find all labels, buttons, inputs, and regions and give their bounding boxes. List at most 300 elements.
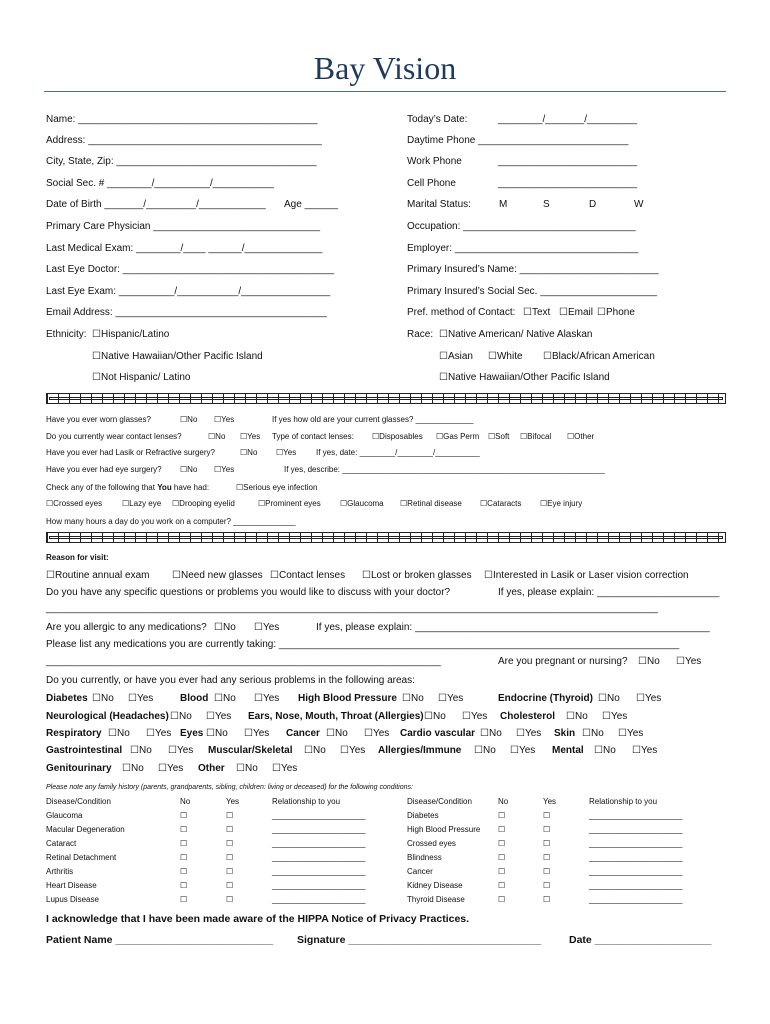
area-neuro-yes[interactable]: ☐Yes: [206, 711, 232, 722]
fh-right-no-checkbox[interactable]: ☐: [498, 895, 506, 904]
area-blood-yes[interactable]: ☐Yes: [254, 693, 280, 704]
fh-right-no-checkbox[interactable]: ☐: [498, 867, 506, 876]
allergic-no-label: No: [222, 622, 236, 633]
area-gastro-yes[interactable]: ☐Yes: [168, 745, 194, 756]
fh-right-no-checkbox[interactable]: ☐: [498, 853, 506, 862]
fh-header-no-right: No: [498, 797, 509, 806]
area-genito-yes[interactable]: ☐Yes: [158, 763, 184, 774]
reason-lasik[interactable]: ☐Interested in Lasik or Laser vision correction: [484, 570, 689, 581]
reason-lost-glasses-label: Lost or broken glasses: [370, 570, 472, 581]
area-cholesterol-no[interactable]: ☐No: [566, 711, 588, 722]
area-cancer: Cancer: [286, 728, 320, 739]
email-address-field[interactable]: Email Address: ______________________________________: [46, 307, 327, 318]
fh-left-yes-checkbox[interactable]: ☐: [226, 867, 234, 876]
area-muscular: Muscular/Skeletal: [208, 745, 293, 756]
area-eyes-no-label: No: [214, 728, 228, 739]
area-skin: Skin: [554, 728, 576, 739]
check-prefix: Check any of the following that: [46, 483, 158, 492]
fh-row: [0, 826, 770, 838]
area-neuro-no-label: No: [178, 711, 192, 722]
fh-right-condition: Kidney Disease: [407, 881, 463, 890]
area-skin-no-label: No: [590, 728, 604, 739]
area-cardio-yes[interactable]: ☐Yes: [516, 728, 542, 739]
fh-right-relationship[interactable]: _____________________: [589, 867, 683, 876]
condition-drooping-eyelid-label: Drooping eyelid: [179, 499, 235, 508]
area-allergies-yes-label: Yes: [518, 745, 536, 756]
eye-surgery-yes-label: Yes: [221, 465, 235, 474]
area-genitourinary: Genitourinary: [46, 763, 112, 774]
pregnant-no-label: No: [646, 656, 660, 667]
contact-type-bifocal-label: Bifocal: [527, 432, 552, 441]
area-cancer-yes-label: Yes: [372, 728, 390, 739]
fh-left-condition: Lupus Disease: [46, 895, 99, 904]
fh-left-no-checkbox[interactable]: ☐: [180, 895, 188, 904]
race-black[interactable]: ☐Black/African American: [543, 351, 655, 362]
city-state-zip-field[interactable]: City, State, Zip: ____________________________________: [46, 156, 317, 167]
allergic-no[interactable]: ☐No: [214, 622, 236, 633]
marital-d[interactable]: D: [589, 199, 597, 210]
fh-right-yes-checkbox[interactable]: ☐: [543, 895, 551, 904]
questions-explain-field[interactable]: If yes, please explain: ______________________: [498, 587, 720, 598]
contact-type-gas-perm[interactable]: ☐Gas Perm: [436, 432, 480, 441]
area-neurological: Neurological (Headaches): [46, 711, 169, 722]
eye-surgery-yes[interactable]: ☐Yes: [214, 465, 235, 474]
area-gastrointestinal: Gastrointestinal: [46, 745, 123, 756]
race-native-american-label: Native American/ Native Alaskan: [447, 329, 593, 340]
check-suffix: have had:: [171, 483, 210, 492]
area-mental: Mental: [552, 745, 584, 756]
fh-right-condition: Blindness: [407, 853, 442, 862]
area-mental-yes-label: Yes: [640, 745, 658, 756]
area-cholesterol-yes-label: Yes: [610, 711, 628, 722]
area-endocrine: Endocrine (Thyroid): [498, 693, 593, 704]
race-label: Race:: [407, 329, 434, 340]
reason-new-glasses-label: Need new glasses: [180, 570, 263, 581]
ethnicity-hispanic-label: Hispanic/Latino: [100, 329, 170, 340]
area-muscular-no-label: No: [312, 745, 326, 756]
fh-left-no-checkbox[interactable]: ☐: [180, 867, 188, 876]
worn-glasses-question: Have you ever worn glasses?: [46, 415, 151, 424]
area-blood-no[interactable]: ☐No: [214, 693, 236, 704]
area-muscular-yes[interactable]: ☐Yes: [340, 745, 366, 756]
fh-header-relationship-left: Relationship to you: [272, 797, 341, 806]
condition-lazy-eye-label: Lazy eye: [129, 499, 162, 508]
lasik-date-field[interactable]: If yes, date: ________/________/__________: [316, 448, 480, 457]
contact-type-disposables-label: Disposables: [379, 432, 423, 441]
race-black-label: Black/African American: [551, 351, 655, 362]
fh-left-relationship[interactable]: _____________________: [272, 853, 366, 862]
area-genito-no-label: No: [130, 763, 144, 774]
area-diabetes-no[interactable]: ☐No: [92, 693, 114, 704]
area-hbp-yes-label: Yes: [446, 693, 464, 704]
area-gastro-no-label: No: [138, 745, 152, 756]
fh-left-condition: Glaucoma: [46, 811, 83, 820]
primary-insured-ss-field[interactable]: Primary Insured’s Social Sec. _____________________: [407, 286, 657, 297]
area-other: Other: [198, 763, 225, 774]
signature-field[interactable]: Signature _________________________________: [297, 934, 542, 946]
employer-field[interactable]: Employer: _________________________________: [407, 243, 639, 254]
todays-date-field[interactable]: ________/_______/_________: [498, 114, 638, 125]
last-eye-doctor-field[interactable]: Last Eye Doctor: ______________________________________: [46, 264, 335, 275]
area-eyes-yes[interactable]: ☐Yes: [244, 728, 270, 739]
area-cholesterol-yes[interactable]: ☐Yes: [602, 711, 628, 722]
eye-surgery-question: Have you ever had eye surgery?: [46, 465, 162, 474]
condition-prominent-eyes-label: Prominent eyes: [265, 499, 321, 508]
area-diabetes-yes[interactable]: ☐Yes: [128, 693, 154, 704]
area-genito-yes-label: Yes: [166, 763, 184, 774]
reason-lasik-label: Interested in Lasik or Laser vision correction: [492, 570, 689, 581]
fh-left-relationship[interactable]: _____________________: [272, 895, 366, 904]
area-cholesterol-no-label: No: [574, 711, 588, 722]
fh-left-no-checkbox[interactable]: ☐: [180, 811, 188, 820]
decorative-border-2: [46, 532, 726, 543]
condition-glaucoma[interactable]: ☐Glaucoma: [340, 499, 384, 508]
social-security-field[interactable]: Social Sec. # ________/__________/___________: [46, 178, 274, 189]
fh-left-relationship[interactable]: _____________________: [272, 839, 366, 848]
area-allergies-no-label: No: [482, 745, 496, 756]
patient-name-field[interactable]: Patient Name ___________________________: [46, 934, 274, 946]
fh-left-relationship[interactable]: _____________________: [272, 825, 366, 834]
area-ent-yes-label: Yes: [470, 711, 488, 722]
marital-w[interactable]: W: [634, 199, 644, 210]
fh-row: [0, 840, 770, 852]
fh-left-condition: Arthritis: [46, 867, 74, 876]
area-gastro-no[interactable]: ☐No: [130, 745, 152, 756]
area-endocrine-no[interactable]: ☐No: [598, 693, 620, 704]
pref-contact-label: Pref. method of Contact:: [407, 307, 516, 318]
area-muscular-yes-label: Yes: [348, 745, 366, 756]
contacts-question: Do you currently wear contact lenses?: [46, 432, 182, 441]
marital-status-label: Marital Status:: [407, 199, 471, 210]
ethnicity-hispanic[interactable]: ☐Hispanic/Latino: [92, 329, 170, 340]
area-eyes-no[interactable]: ☐No: [206, 728, 228, 739]
marital-s[interactable]: S: [543, 199, 550, 210]
fh-header-yes-left: Yes: [226, 797, 240, 806]
area-hbp-no-label: No: [410, 693, 424, 704]
race-asian-label: Asian: [447, 351, 473, 362]
condition-lazy-eye[interactable]: ☐Lazy eye: [122, 499, 162, 508]
decorative-border-1: [46, 393, 726, 404]
check-you: You: [157, 483, 172, 492]
contact-type-soft-label: Soft: [495, 432, 510, 441]
date-of-birth-field[interactable]: Date of Birth _______/_________/____________: [46, 199, 266, 210]
date-field[interactable]: Date ____________________: [569, 934, 712, 946]
area-endocrine-yes-label: Yes: [644, 693, 662, 704]
area-high-blood-pressure: High Blood Pressure: [298, 693, 397, 704]
fh-left-yes-checkbox[interactable]: ☐: [226, 825, 234, 834]
fh-header-disease-right: Disease/Condition: [407, 797, 472, 806]
area-respiratory-no-label: No: [116, 728, 130, 739]
area-muscular-no[interactable]: ☐No: [304, 745, 326, 756]
area-eyes: Eyes: [180, 728, 204, 739]
contact-type-label: Type of contact lenses:: [272, 432, 354, 441]
race-white[interactable]: ☐White: [488, 351, 523, 362]
contact-type-soft[interactable]: ☐Soft: [488, 432, 510, 441]
ethnicity-native-hawaiian[interactable]: ☐Native Hawaiian/Other Pacific Island: [92, 351, 263, 362]
cell-phone-field[interactable]: _________________________: [498, 178, 638, 189]
worn-glasses-no-label: No: [187, 415, 198, 424]
reason-for-visit-label: Reason for visit:: [46, 553, 109, 562]
medications-field[interactable]: Please list any medications you are currently taking: ________________________________________________________________________: [46, 639, 680, 650]
area-cardio: Cardio vascular: [400, 728, 476, 739]
race-white-label: White: [496, 351, 523, 362]
fh-left-condition: Heart Disease: [46, 881, 97, 890]
work-phone-label: Work Phone: [407, 156, 462, 167]
fh-left-yes-checkbox[interactable]: ☐: [226, 853, 234, 862]
area-respiratory-yes-label: Yes: [154, 728, 172, 739]
fh-right-no-checkbox[interactable]: ☐: [498, 839, 506, 848]
condition-prominent-eyes[interactable]: ☐Prominent eyes: [258, 499, 321, 508]
area-allergies-no[interactable]: ☐No: [474, 745, 496, 756]
last-eye-exam-field[interactable]: Last Eye Exam: __________/___________/________________: [46, 286, 331, 297]
page-title: Bay Vision: [313, 50, 457, 86]
age-field[interactable]: Age ______: [284, 199, 338, 210]
fh-right-relationship[interactable]: _____________________: [589, 853, 683, 862]
pref-contact-phone[interactable]: ☐Phone: [597, 307, 635, 318]
race-asian[interactable]: ☐Asian: [439, 351, 473, 362]
area-other-no[interactable]: ☐No: [236, 763, 258, 774]
area-gastro-yes-label: Yes: [176, 745, 194, 756]
worn-glasses-yes-label: Yes: [221, 415, 235, 424]
fh-right-condition: Crossed eyes: [407, 839, 456, 848]
race-native-american[interactable]: ☐Native American/ Native Alaskan: [439, 329, 593, 340]
area-eyes-yes-label: Yes: [252, 728, 270, 739]
fh-right-condition: Thyroid Disease: [407, 895, 465, 904]
condition-cataracts[interactable]: ☐Cataracts: [480, 499, 522, 508]
lasik-yes-label: Yes: [283, 448, 297, 457]
fh-left-condition: Cataract: [46, 839, 77, 848]
address-field[interactable]: Address: __________________________________________: [46, 135, 322, 146]
reason-routine-exam[interactable]: ☐Routine annual exam: [46, 570, 150, 581]
fh-row: [0, 896, 770, 908]
area-respiratory: Respiratory: [46, 728, 102, 739]
fh-row: [0, 882, 770, 894]
condition-crossed-eyes[interactable]: ☐Crossed eyes: [46, 499, 103, 508]
last-medical-exam-field[interactable]: Last Medical Exam: ________/____ ______/______________: [46, 243, 323, 254]
contacts-no-label: No: [215, 432, 226, 441]
area-cardio-yes-label: Yes: [524, 728, 542, 739]
work-phone-field[interactable]: _________________________: [498, 156, 638, 167]
lasik-yes[interactable]: ☐Yes: [276, 448, 297, 457]
area-ent-no-label: No: [432, 711, 446, 722]
fh-row: [0, 812, 770, 824]
race-native-hawaiian[interactable]: ☐Native Hawaiian/Other Pacific Island: [439, 372, 610, 383]
pregnant-yes[interactable]: ☐Yes: [676, 656, 702, 667]
fh-left-relationship[interactable]: _____________________: [272, 867, 366, 876]
lasik-question: Have you ever had Lasik or Refractive surgery?: [46, 448, 215, 457]
area-skin-yes-label: Yes: [626, 728, 644, 739]
fh-header-no-left: No: [180, 797, 191, 806]
pregnant-no[interactable]: ☐No: [638, 656, 660, 667]
primary-insured-name-field[interactable]: Primary Insured’s Name: _________________________: [407, 264, 659, 275]
area-skin-yes[interactable]: ☐Yes: [618, 728, 644, 739]
family-history-note: Please note any family history (parents, grandparents, sibling, children: living or deceased) for the following conditions:: [46, 784, 413, 791]
fh-right-yes-checkbox[interactable]: ☐: [543, 867, 551, 876]
computer-hours-field[interactable]: How many hours a day do you work on a computer? ______________: [46, 517, 296, 526]
fh-right-relationship[interactable]: _____________________: [589, 839, 683, 848]
area-hbp-yes[interactable]: ☐Yes: [438, 693, 464, 704]
reason-new-glasses[interactable]: ☐Need new glasses: [172, 570, 263, 581]
area-endocrine-yes[interactable]: ☐Yes: [636, 693, 662, 704]
medications-extra-line[interactable]: _______________________________________________________________________: [46, 656, 441, 667]
fh-right-yes-checkbox[interactable]: ☐: [543, 825, 551, 834]
area-mental-no-label: No: [602, 745, 616, 756]
fh-row: [0, 854, 770, 866]
contact-type-gas-perm-label: Gas Perm: [443, 432, 480, 441]
area-cardio-no-label: No: [488, 728, 502, 739]
fh-right-yes-checkbox[interactable]: ☐: [543, 811, 551, 820]
fh-left-yes-checkbox[interactable]: ☐: [226, 839, 234, 848]
fh-left-yes-checkbox[interactable]: ☐: [226, 811, 234, 820]
ethnicity-not-hispanic[interactable]: ☐Not Hispanic/ Latino: [92, 372, 191, 383]
area-blood-no-label: No: [222, 693, 236, 704]
fh-left-no-checkbox[interactable]: ☐: [180, 881, 188, 890]
pref-contact-email-label: Email: [567, 307, 593, 318]
pregnant-question: Are you pregnant or nursing?: [498, 656, 628, 667]
contacts-yes-label: Yes: [247, 432, 261, 441]
area-other-yes-label: Yes: [280, 763, 298, 774]
area-skin-no[interactable]: ☐No: [582, 728, 604, 739]
area-respiratory-no[interactable]: ☐No: [108, 728, 130, 739]
contacts-yes[interactable]: ☐Yes: [240, 432, 261, 441]
worn-glasses-no[interactable]: ☐No: [180, 415, 198, 424]
reason-routine-exam-label: Routine annual exam: [54, 570, 150, 581]
daytime-phone-field[interactable]: Daytime Phone ___________________________: [407, 135, 629, 146]
fh-right-no-checkbox[interactable]: ☐: [498, 825, 506, 834]
area-blood-yes-label: Yes: [262, 693, 280, 704]
area-allergies-yes[interactable]: ☐Yes: [510, 745, 536, 756]
lasik-no-label: No: [247, 448, 258, 457]
area-cancer-yes[interactable]: ☐Yes: [364, 728, 390, 739]
ethnicity-native-hawaiian-label: Native Hawaiian/Other Pacific Island: [100, 351, 263, 362]
fh-right-yes-checkbox[interactable]: ☐: [543, 881, 551, 890]
fh-right-condition: Cancer: [407, 867, 433, 876]
pref-contact-email[interactable]: ☐Email: [559, 307, 593, 318]
fh-header-yes-right: Yes: [543, 797, 557, 806]
condition-retinal-disease[interactable]: ☐Retinal disease: [400, 499, 462, 508]
area-ent-no[interactable]: ☐No: [424, 711, 446, 722]
title-rule: [44, 91, 726, 92]
allergic-yes-label: Yes: [262, 622, 280, 633]
ethnicity-label: Ethnicity:: [46, 329, 87, 340]
area-respiratory-yes[interactable]: ☐Yes: [146, 728, 172, 739]
fh-left-yes-checkbox[interactable]: ☐: [226, 895, 234, 904]
area-mental-yes[interactable]: ☐Yes: [632, 745, 658, 756]
fh-right-no-checkbox[interactable]: ☐: [498, 811, 506, 820]
eye-surgery-no[interactable]: ☐No: [180, 465, 198, 474]
area-cancer-no[interactable]: ☐No: [326, 728, 348, 739]
fh-right-relationship[interactable]: _____________________: [589, 895, 683, 904]
glasses-age-field[interactable]: If yes how old are your current glasses? _____________: [272, 415, 474, 424]
allergic-question: Are you allergic to any medications?: [46, 622, 207, 633]
fh-right-yes-checkbox[interactable]: ☐: [543, 853, 551, 862]
cell-phone-label: Cell Phone: [407, 178, 456, 189]
primary-care-physician-field[interactable]: Primary Care Physician ______________________________: [46, 221, 321, 232]
area-genito-no[interactable]: ☐No: [122, 763, 144, 774]
hippa-acknowledgement: I acknowledge that I have been made aware of the HIPPA Notice of Privacy Practices.: [46, 913, 470, 925]
condition-retinal-disease-label: Retinal disease: [407, 499, 462, 508]
area-diabetes: Diabetes: [46, 693, 88, 704]
area-neuro-no[interactable]: ☐No: [170, 711, 192, 722]
fh-left-condition: Retinal Detachment: [46, 853, 117, 862]
area-cardio-no[interactable]: ☐No: [480, 728, 502, 739]
eye-surgery-describe-field[interactable]: If yes, describe: ___________________________________________________________: [284, 465, 605, 474]
condition-eye-injury-label: Eye injury: [547, 499, 583, 508]
allergic-explain-field[interactable]: If yes, please explain: _____________________________________________________: [316, 622, 710, 633]
condition-serious-infection-label: Serious eye infection: [243, 483, 318, 492]
condition-eye-injury[interactable]: ☐Eye injury: [540, 499, 583, 508]
lasik-no[interactable]: ☐No: [240, 448, 258, 457]
area-mental-no[interactable]: ☐No: [594, 745, 616, 756]
questions-question: Do you have any specific questions or problems you would like to discuss with your doctor?: [46, 587, 451, 598]
area-hbp-no[interactable]: ☐No: [402, 693, 424, 704]
fh-left-no-checkbox[interactable]: ☐: [180, 839, 188, 848]
pref-contact-text-label: Text: [531, 307, 551, 318]
check-conditions-label: [46, 484, 209, 492]
fh-left-relationship[interactable]: _____________________: [272, 881, 366, 890]
questions-extra-line[interactable]: ______________________________________________________________________________________________________________: [46, 603, 658, 614]
pref-contact-text[interactable]: ☐Text: [523, 307, 551, 318]
fh-right-no-checkbox[interactable]: ☐: [498, 881, 506, 890]
fh-header-relationship-right: Relationship to you: [589, 797, 658, 806]
condition-drooping-eyelid[interactable]: ☐Drooping eyelid: [172, 499, 235, 508]
condition-glaucoma-label: Glaucoma: [347, 499, 384, 508]
fh-row: [0, 868, 770, 880]
area-neuro-yes-label: Yes: [214, 711, 232, 722]
condition-cataracts-label: Cataracts: [487, 499, 522, 508]
fh-right-condition: High Blood Pressure: [407, 825, 481, 834]
todays-date-label: Today’s Date:: [407, 114, 468, 125]
allergic-yes[interactable]: ☐Yes: [254, 622, 280, 633]
area-cancer-no-label: No: [334, 728, 348, 739]
name-field[interactable]: Name: ___________________________________________: [46, 114, 318, 125]
fh-right-relationship[interactable]: _____________________: [589, 825, 683, 834]
area-endocrine-no-label: No: [606, 693, 620, 704]
eye-surgery-no-label: No: [187, 465, 198, 474]
contact-type-disposables[interactable]: ☐Disposables: [372, 432, 423, 441]
area-other-no-label: No: [244, 763, 258, 774]
fh-right-relationship[interactable]: _____________________: [589, 881, 683, 890]
condition-crossed-eyes-label: Crossed eyes: [53, 499, 103, 508]
condition-serious-infection[interactable]: ☐Serious eye infection: [236, 483, 318, 492]
area-diabetes-yes-label: Yes: [136, 693, 154, 704]
fh-header-disease-left: Disease/Condition: [46, 797, 111, 806]
area-allergies: Allergies/Immune: [378, 745, 462, 756]
contacts-no[interactable]: ☐No: [208, 432, 226, 441]
reason-lost-glasses[interactable]: ☐Lost or broken glasses: [362, 570, 472, 581]
fh-right-condition: Diabetes: [407, 811, 439, 820]
contact-type-other[interactable]: ☐Other: [567, 432, 595, 441]
fh-left-relationship[interactable]: _____________________: [272, 811, 366, 820]
fh-left-no-checkbox[interactable]: ☐: [180, 825, 188, 834]
contact-type-bifocal[interactable]: ☐Bifocal: [520, 432, 552, 441]
marital-m[interactable]: M: [499, 199, 508, 210]
pregnant-yes-label: Yes: [684, 656, 702, 667]
occupation-field[interactable]: Occupation: _______________________________: [407, 221, 636, 232]
worn-glasses-yes[interactable]: ☐Yes: [214, 415, 235, 424]
area-cholesterol: Cholesterol: [500, 711, 556, 722]
area-diabetes-no-label: No: [100, 693, 114, 704]
fh-right-yes-checkbox[interactable]: ☐: [543, 839, 551, 848]
pref-contact-phone-label: Phone: [605, 307, 635, 318]
area-ent-yes[interactable]: ☐Yes: [462, 711, 488, 722]
problems-question: Do you currently, or have you ever had any serious problems in the following areas:: [46, 675, 415, 686]
fh-left-no-checkbox[interactable]: ☐: [180, 853, 188, 862]
fh-left-yes-checkbox[interactable]: ☐: [226, 881, 234, 890]
reason-contact-lenses[interactable]: ☐Contact lenses: [270, 570, 346, 581]
fh-right-relationship[interactable]: _____________________: [589, 811, 683, 820]
area-other-yes[interactable]: ☐Yes: [272, 763, 298, 774]
